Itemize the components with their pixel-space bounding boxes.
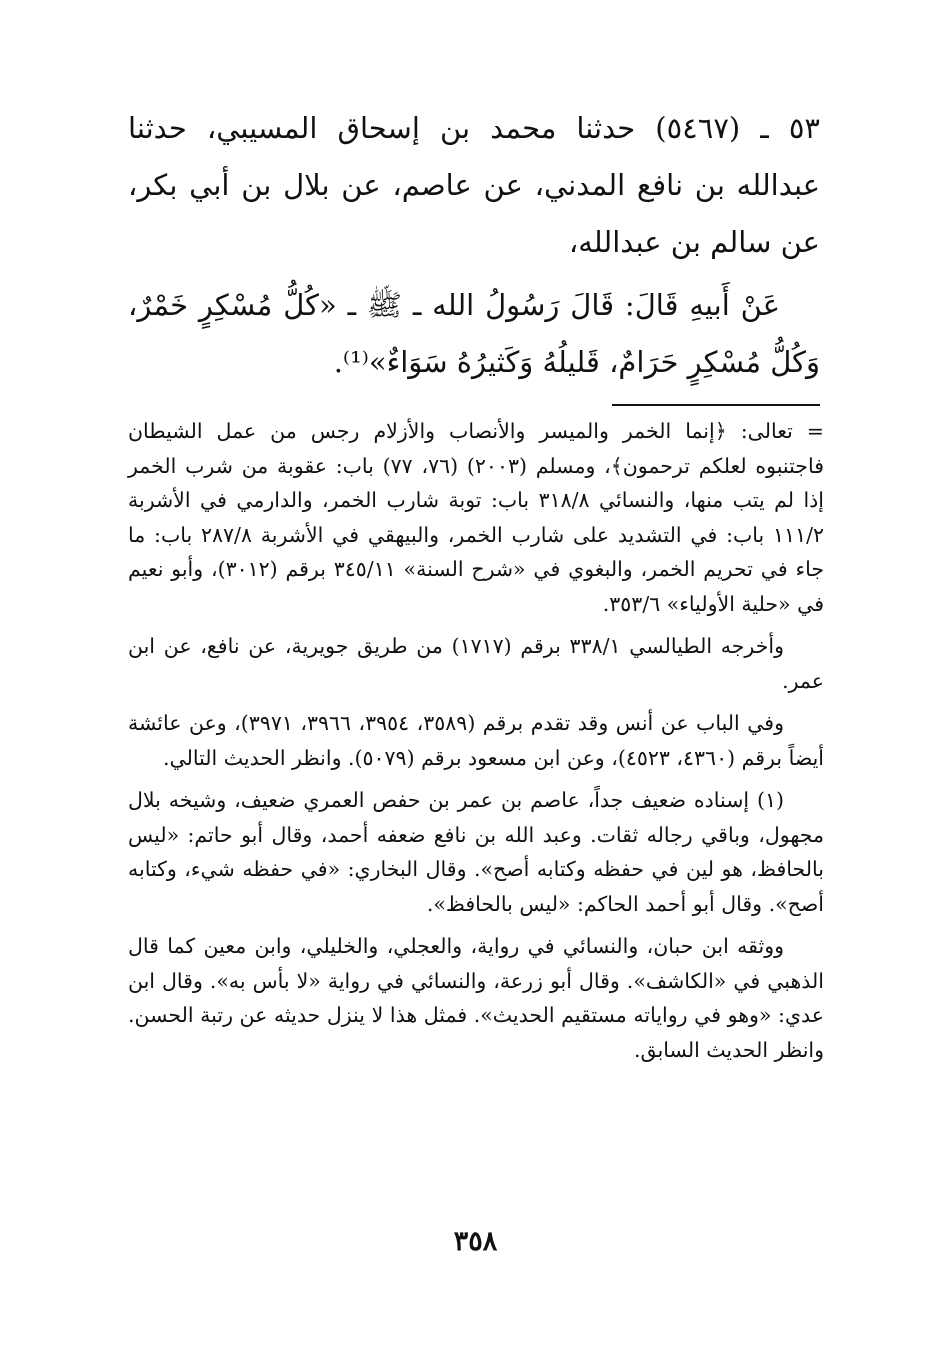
footnote-paragraph: ووثقه ابن حبان، والنسائي في رواية، والعجلي، والخليلي، وابن معين كما قال الذهبي في «الكاشف». وقال أبو زرعة، والنسائي في رواية «لا بأس به». وقال ابن عدي: «وهو في رواياته مستقيم الحديث». فمثل هذا لا ينزل حديثه عن رتبة الحسن. وانظر الحديث السابق. (128, 934, 824, 1062)
hadith-chain: ٥٣ ـ (٥٤٦٧) حدثنا محمد بن إسحاق المسيبي، حدثنا عبدالله بن نافع المدني، عن عاصم، عن بلال بن أبي بكر، عن سالم بن عبدالله، (128, 111, 820, 259)
page-number: ٣٥٨ (453, 1226, 498, 1257)
footnote-continuation: = تعالى: ﴿إنما الخمر والميسر والأنصاب والأزلام رجس من عمل الشيطان فاجتنبوه لعلكم ترحمون﴾، ومسلم (٢٠٠٣) (٧٦، ٧٧) باب: عقوبة من شرب الخمر إذا لم يتب منها، والنسائي ٣١٨/٨ باب: توبة شارب الخمر، والدارمي في الأشربة ١١١/٢ باب: في التشديد على شارب الخمر، والبيهقي في الأشربة ٢٨٧/٨ باب: ما جاء في تحريم الخمر، والبغوي في «شرح السنة» ٣٤٥/١١ برقم (٣٠١٢)، وأبو نعيم في «حلية الأولياء» ٣٥٣/٦. (128, 419, 825, 616)
footnotes (128, 414, 824, 1067)
footnote-separator (612, 404, 820, 406)
footnote-paragraph: وفي الباب عن أنس وقد تقدم برقم (٣٥٨٩، ٣٩٥٤، ٣٩٦٦، ٣٩٧١)، وعن عائشة أيضاً برقم (٤٣٦٠، ٤٥٢٣)، وعن ابن مسعود برقم (٥٠٧٩). وانظر الحديث التالي. (128, 711, 824, 770)
footnote-paragraph: وأخرجه الطيالسي ٣٣٨/١ برقم (١٧١٧) من طريق جويرية، عن نافع، عن ابن عمر. (128, 634, 824, 693)
hadith-text (128, 100, 820, 391)
hadith-body: عَنْ أَبيهِ قَالَ: قَالَ رَسُولُ الله ـ ﷺ ـ «كُلُّ مُسْكِرٍ خَمْرٌ، وَكُلُّ مُسْكِرٍ حَرَامٌ، قَليلُهُ وَكَثيرُهُ سَوَاءٌ»⁽¹⁾. (128, 288, 820, 379)
footnote-1: (١) إسناده ضعيف جداً، عاصم بن عمر بن حفص العمري ضعيف، وشيخه بلال مجهول، وباقي رجاله ثقات. وعبد الله بن نافع ضعفه أحمد، وقال أبو حاتم: «ليس بالحافظ، هو لين في حفظه وكتابه أصح». وقال البخاري: «في حفظه شيء، وكتابه أصح». وقال أبو أحمد الحاكم: «ليس بالحافظ». (128, 788, 824, 916)
